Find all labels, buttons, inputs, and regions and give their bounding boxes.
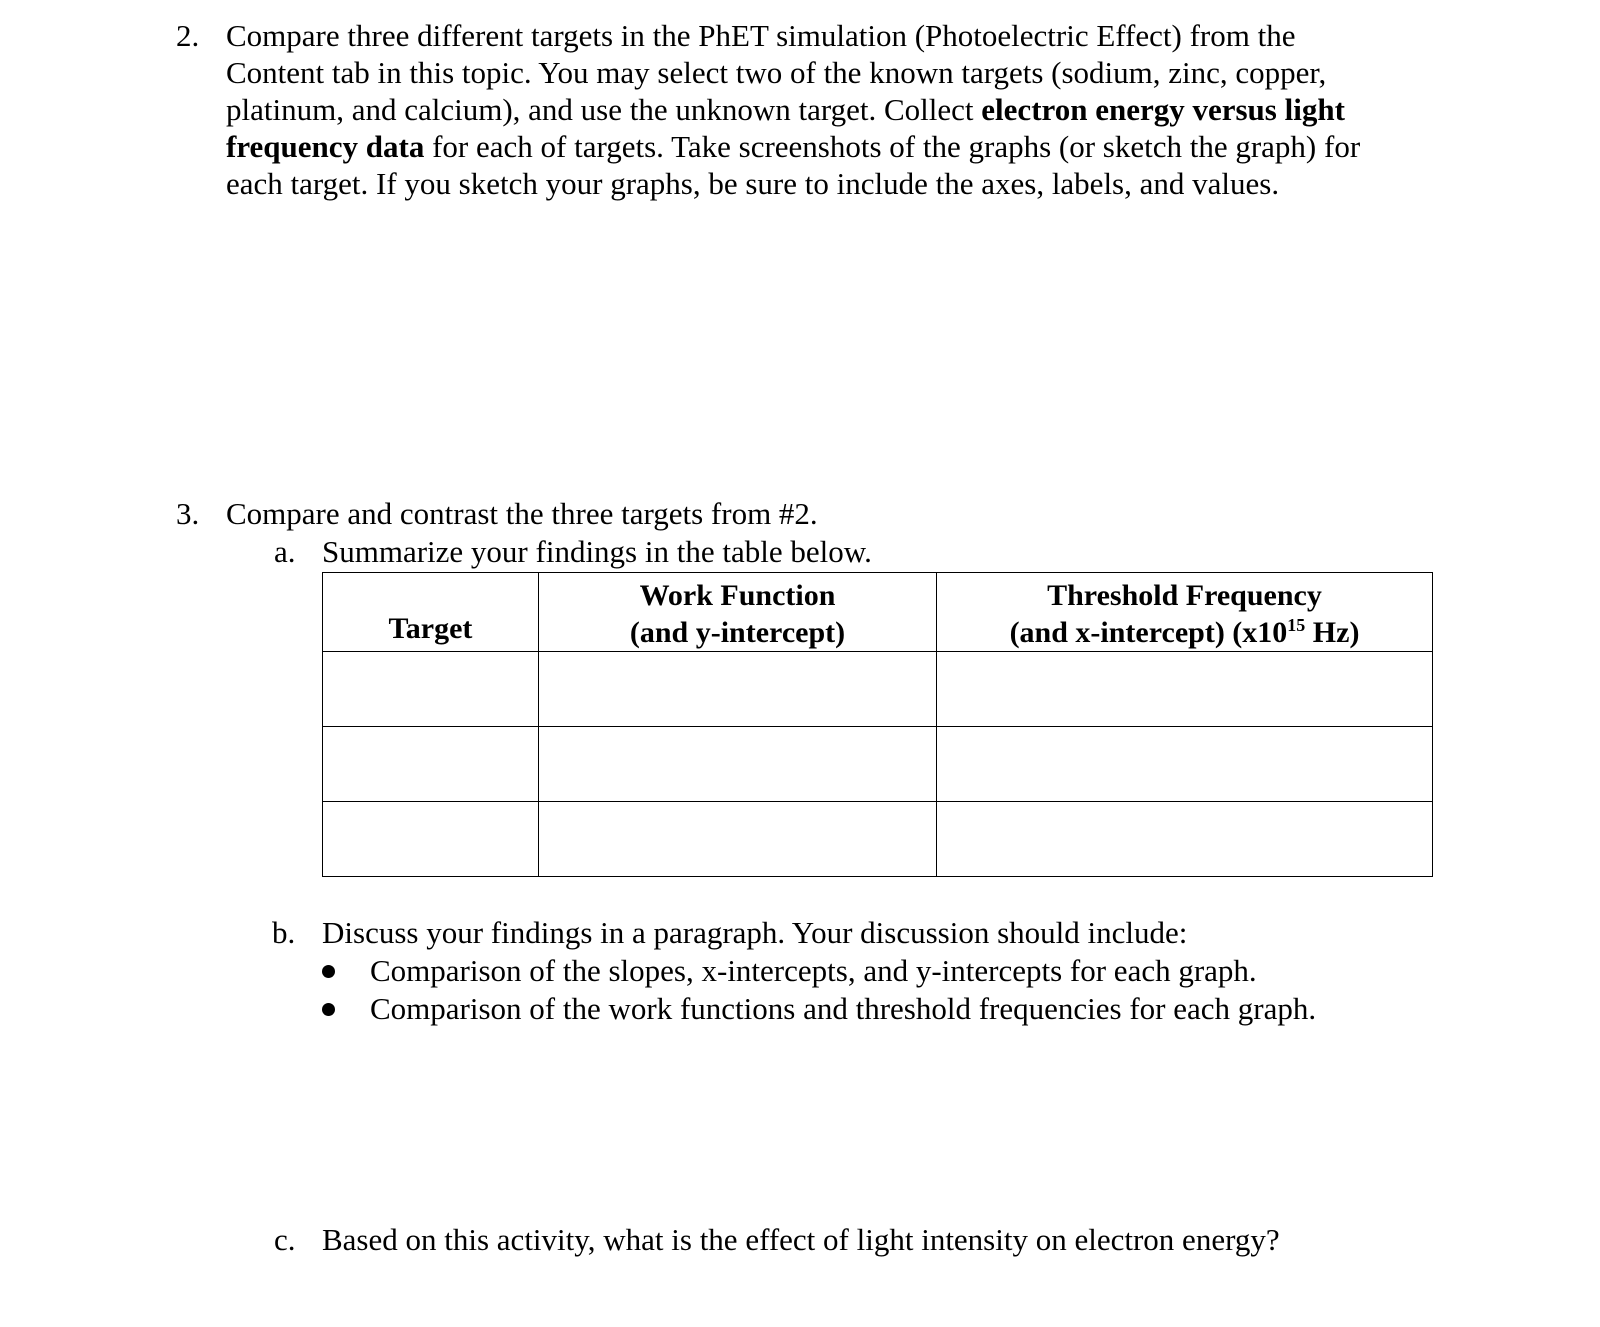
question-2-bold-phrase-1: electron energy versus light bbox=[981, 92, 1345, 127]
bullet-item-2: Comparison of the work functions and threshold frequencies for each graph. bbox=[370, 991, 1317, 1026]
target-cell[interactable] bbox=[323, 727, 539, 802]
threshold-frequency-cell[interactable] bbox=[937, 652, 1433, 727]
header-target: Target bbox=[323, 573, 539, 652]
table-row bbox=[323, 802, 1433, 877]
part-a-marker: a. bbox=[274, 534, 296, 569]
target-cell[interactable] bbox=[323, 652, 539, 727]
part-b-text: Discuss your findings in a paragraph. Your discussion should include: bbox=[322, 915, 1188, 950]
question-2-line-1: Compare three different targets in the PhET simulation (Photoelectric Effect) from the bbox=[226, 18, 1296, 53]
question-2-line-4-text: for each of targets. Take screenshots of the graphs (or sketch the graph) for bbox=[424, 129, 1361, 164]
header-threshold-frequency bbox=[937, 573, 1433, 652]
work-function-cell[interactable] bbox=[539, 652, 937, 727]
question-2-line-5: each target. If you sketch your graphs, be sure to include the axes, labels, and values. bbox=[226, 166, 1280, 201]
header-work-function-line-1: Work Function bbox=[639, 579, 836, 612]
header-work-function bbox=[539, 573, 937, 652]
table-header-row bbox=[323, 573, 1433, 652]
work-function-cell[interactable] bbox=[539, 802, 937, 877]
part-c-marker: c. bbox=[274, 1222, 296, 1257]
question-2-line-2: Content tab in this topic. You may select two of the known targets (sodium, zinc, copper, bbox=[226, 55, 1327, 90]
part-a-text: Summarize your findings in the table below. bbox=[322, 534, 872, 569]
bullet-icon bbox=[322, 1003, 335, 1016]
question-2-number: 2. bbox=[176, 18, 200, 53]
target-cell[interactable] bbox=[323, 802, 539, 877]
question-2-bold-phrase-2: frequency data bbox=[226, 129, 425, 164]
header-work-function-line-2: (and y-intercept) bbox=[629, 616, 846, 649]
part-b-marker: b. bbox=[272, 915, 296, 950]
threshold-frequency-cell[interactable] bbox=[937, 802, 1433, 877]
bullet-icon bbox=[322, 965, 335, 978]
question-3-text: Compare and contrast the three targets from #2. bbox=[226, 496, 818, 531]
header-threshold-frequency-line-2: (and x-intercept) ($x10^{15}$ Hz) bbox=[1009, 615, 1360, 649]
table-row bbox=[323, 727, 1433, 802]
question-2-line-3 bbox=[226, 92, 1345, 128]
question-2-line-3-text: platinum, and calcium), and use the unknown target. Collect bbox=[226, 92, 982, 127]
findings-table bbox=[322, 572, 1433, 877]
exponent: 15 bbox=[1287, 615, 1306, 635]
table-row bbox=[323, 652, 1433, 727]
threshold-frequency-cell[interactable] bbox=[937, 727, 1433, 802]
question-2-line-4 bbox=[226, 129, 1360, 165]
part-c-text: Based on this activity, what is the effect of light intensity on electron energy? bbox=[322, 1222, 1280, 1257]
header-threshold-frequency-line-1: Threshold Frequency bbox=[1047, 579, 1322, 612]
work-function-cell[interactable] bbox=[539, 727, 937, 802]
question-3-number: 3. bbox=[176, 496, 200, 531]
bullet-item-1: Comparison of the slopes, x-intercepts, and y-intercepts for each graph. bbox=[370, 953, 1257, 988]
